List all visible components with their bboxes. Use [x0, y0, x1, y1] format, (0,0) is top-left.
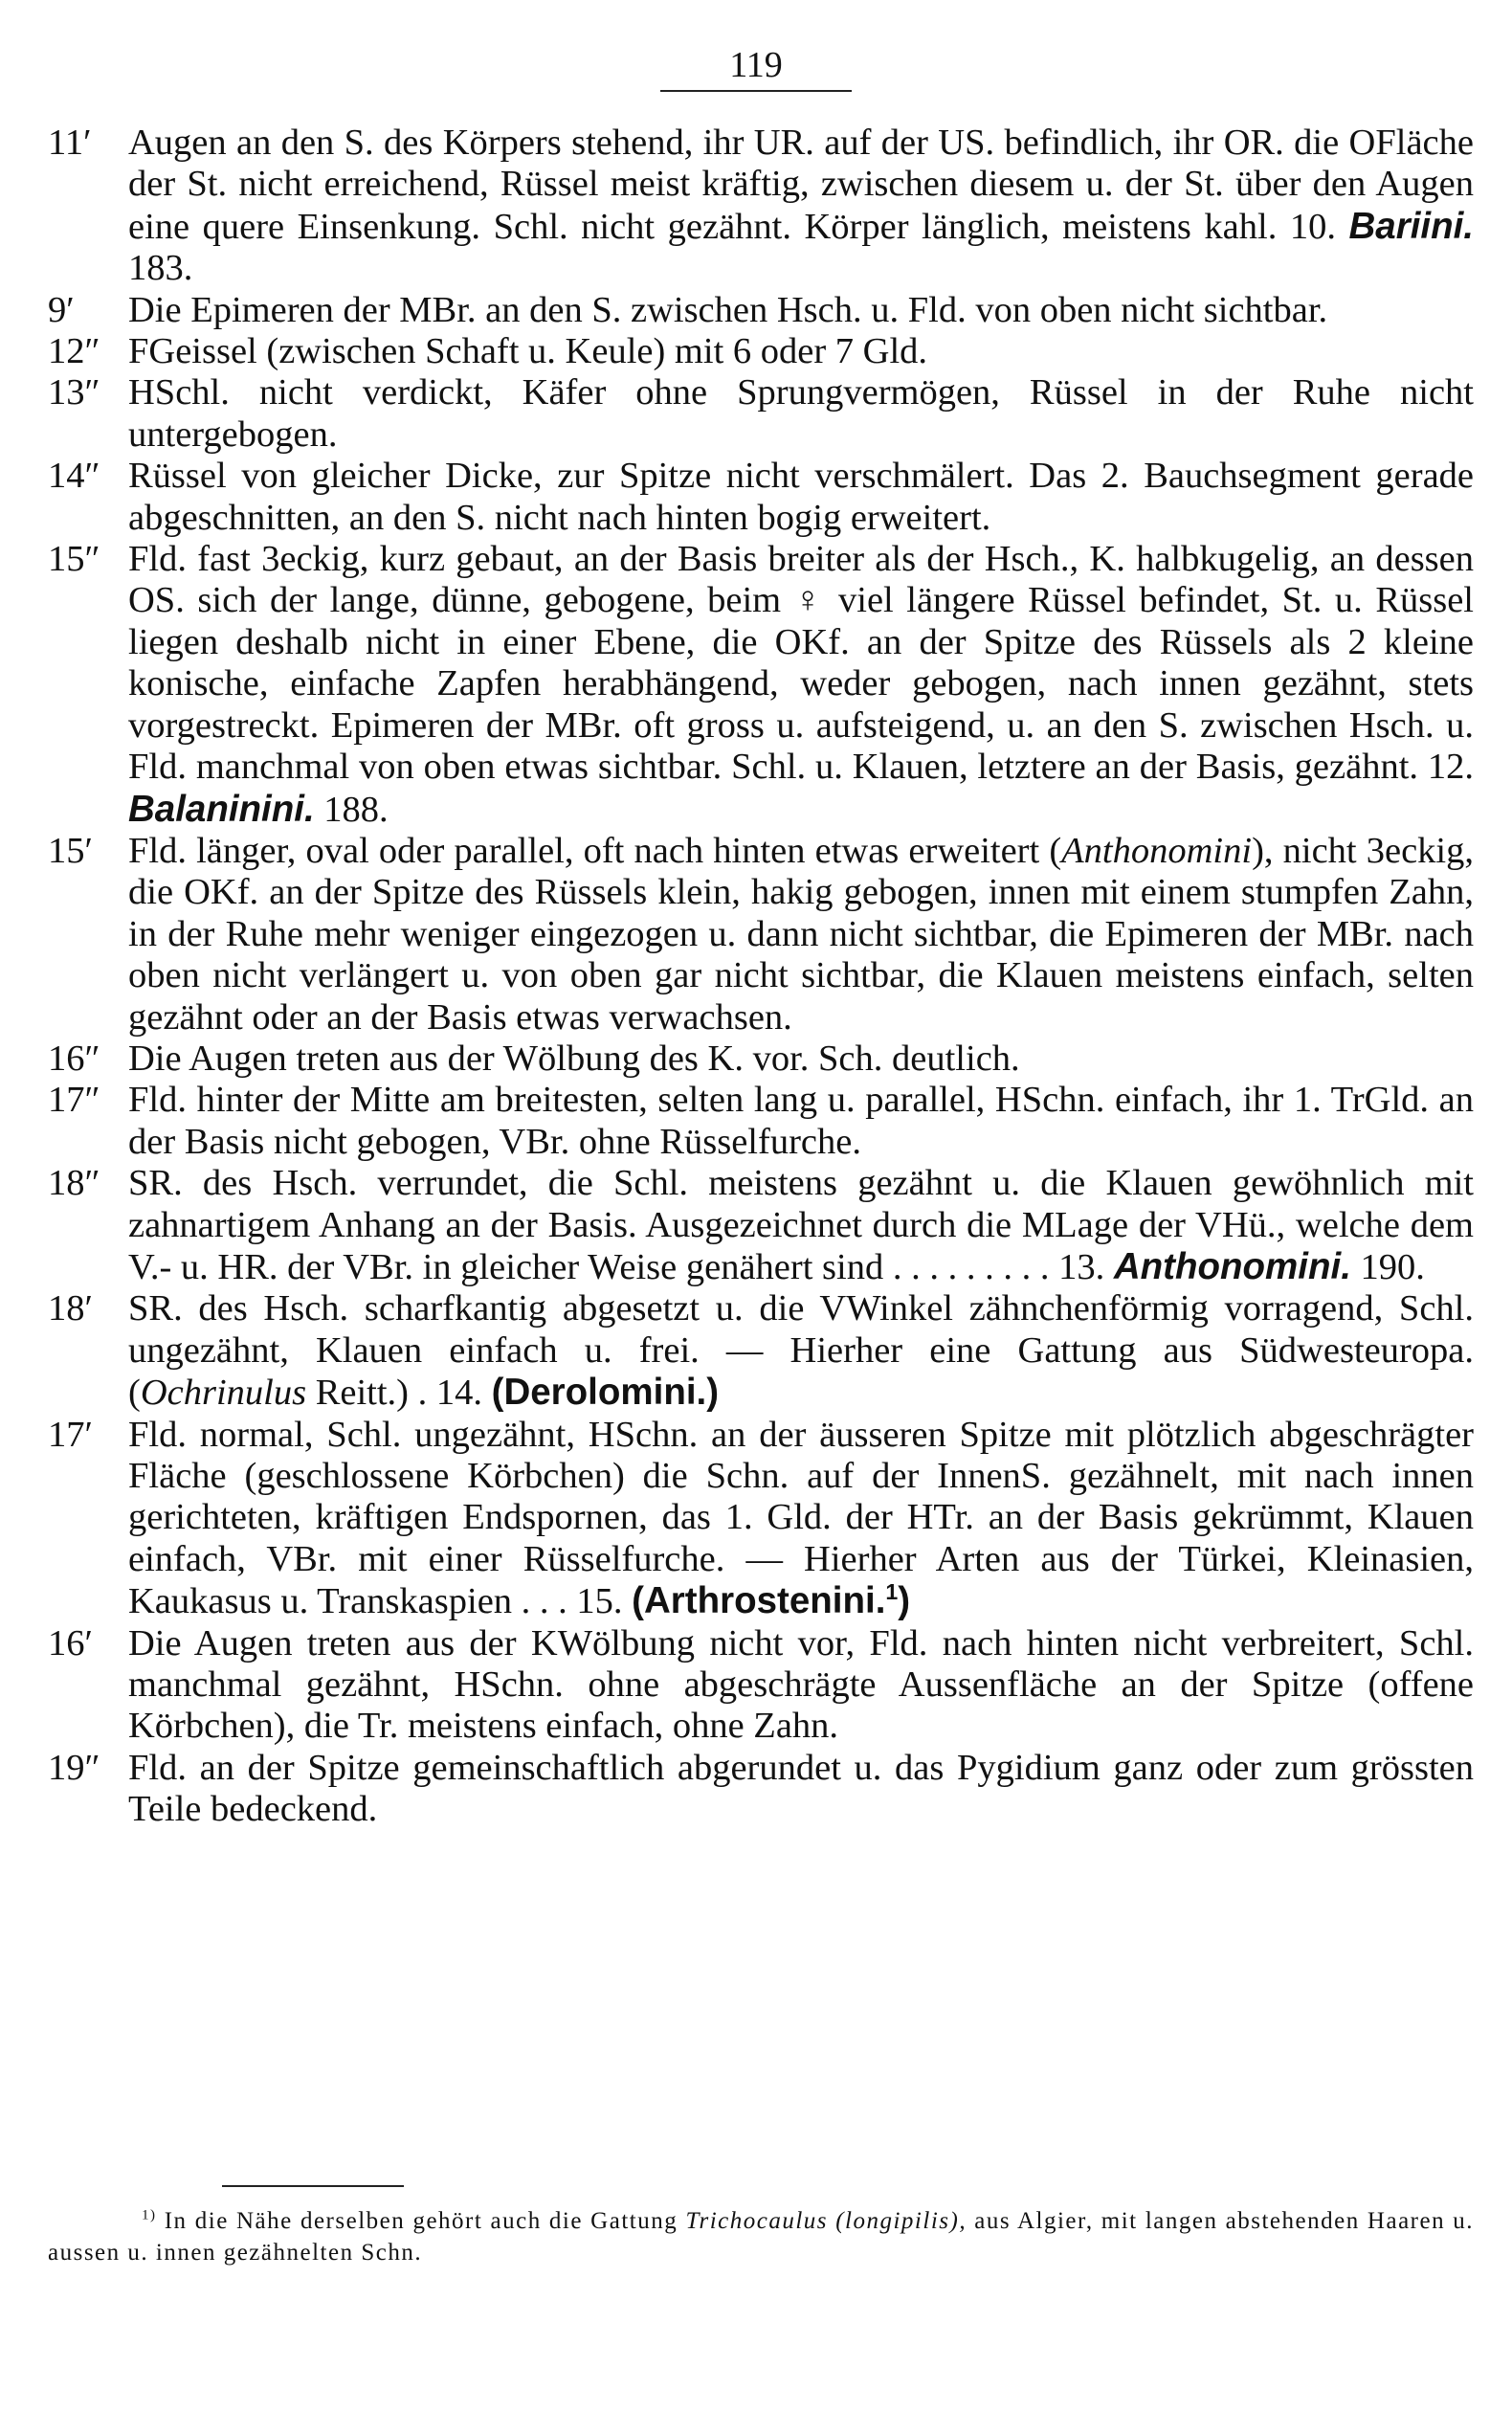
- couplet-key: 9′: [48, 289, 75, 330]
- couplet-key: 15″: [48, 539, 100, 580]
- entry-text: SR. des Hsch. verrundet, die Schl. meistens gezähnt u. die Klauen gewöhnlich mit zahnartigem Anhang an der Basis. Ausgezeichnet durch die MLage der VHü., welche dem V.- u. HR. der VBr. in gleicher Weise genähert sind: [128, 1163, 1474, 1287]
- footnote-reference: 1: [885, 1579, 899, 1605]
- tribe-close: ): [898, 1580, 911, 1622]
- couplet-key: 18′: [48, 1288, 93, 1329]
- key-entry-9p: [48, 290, 1474, 331]
- footnote-text: In die Nähe derselben gehört auch die Gattung: [164, 2208, 678, 2234]
- couplet-key: 15′: [48, 830, 93, 871]
- key-entry-11p: [48, 123, 1474, 290]
- header-rule: [660, 90, 852, 92]
- footnote-genus: Trichocaulus (longipilis),: [685, 2208, 967, 2234]
- tribe-name: Anthonomini.: [1113, 1245, 1351, 1287]
- key-entry-16p: [48, 1623, 1474, 1748]
- entry-text: Fld. fast 3eckig, kurz gebaut, an der Basis breiter als der Hsch., K. halbkugelig, an dessen OS. sich der lange, dünne, gebogene, beim ♀ viel längere Rüssel befindet, St. u. Rüssel liegen deshalb nicht in einer Ebene, die OKf. an der Spitze des Rüssels als 2 kleine konische, einfache Zapfen herabhängend, weder gebogen, nach innen gezähnt, stets vorgestreckt. Epimeren der MBr. oft gross u. aufsteigend, u. an den S. zwischen Hsch. u. Fld. manchmal von oben etwas sichtbar. Schl. u. Klauen, letztere an der Basis, gezähnt.: [128, 539, 1474, 788]
- tribe-number: 14.: [435, 1373, 483, 1414]
- tribe-number: 12.: [1427, 747, 1474, 788]
- tribe-page: 188.: [323, 789, 389, 830]
- couplet-key: 17′: [48, 1414, 93, 1455]
- tribe-number: 15.: [576, 1581, 623, 1622]
- footnote-text-continued: aus Algier, mit langen abstehenden Haaren u. aussen u. innen gezähnelten Schn.: [48, 2208, 1475, 2266]
- entry-text: Die Augen treten aus der KWölbung nicht vor, Fld. nach hinten nicht verbreitert, Schl. manchmal gezähnt, HSchn. ohne abgeschrägte Aussenfläche an der Spitze (offene Körbchen), die Tr. meistens einfach, ohne Zahn.: [128, 1622, 1474, 1747]
- key-entry-17p: [48, 1415, 1474, 1623]
- couplet-key: 13″: [48, 372, 100, 413]
- key-entry-14pp: [48, 456, 1474, 539]
- entry-text: Fld. an der Spitze gemeinschaftlich abgerundet u. das Pygidium ganz oder zum grössten Teile bedeckend.: [128, 1747, 1474, 1830]
- page-number: 119: [729, 45, 783, 85]
- couplet-key: 16′: [48, 1622, 93, 1664]
- entry-text: HSchl. nicht verdickt, Käfer ohne Sprungvermögen, Rüssel in der Ruhe nicht untergebogen.: [128, 372, 1474, 455]
- key-entries: [48, 123, 1474, 1831]
- couplet-key: 19″: [48, 1747, 100, 1788]
- footnote-rule: [222, 2185, 404, 2187]
- tribe-name: Balaninini.: [128, 788, 315, 830]
- tribe-page: 183.: [128, 248, 193, 289]
- tribe-name: Bariini.: [1348, 205, 1475, 247]
- italic-tribe-reference: Anthonomini: [1061, 830, 1253, 871]
- key-entry-15pp: [48, 539, 1474, 831]
- key-entry-16pp: [48, 1038, 1474, 1080]
- tribe-name: (Arthrostenini.: [632, 1580, 886, 1622]
- entry-text: Fld. länger, oval oder parallel, oft nach hinten etwas erweitert (: [128, 830, 1062, 871]
- genus-name: Ochrinulus: [140, 1373, 307, 1414]
- key-entry-18p: [48, 1288, 1474, 1414]
- entry-text: SR. des Hsch. scharfkantig abgesetzt u. die VWinkel zähnchenförmig vorragend, Schl. ungezähnt, Klauen einfach u. frei. — Hierher eine Gattung aus Südwesteuropa. (: [128, 1288, 1474, 1414]
- entry-text: FGeissel (zwischen Schaft u. Keule) mit 6 oder 7 Gld.: [128, 331, 928, 372]
- dot-leader: . . . . . . . . .: [892, 1246, 1050, 1287]
- couplet-key: 17″: [48, 1080, 100, 1121]
- key-entry-12pp: [48, 331, 1474, 372]
- key-entry-13pp: [48, 372, 1474, 456]
- entry-text-continued: ), nicht 3eckig, die OKf. an der Spitze des Rüssels klein, hakig gebogen, innen mit einem stumpfen Zahn, in der Ruhe mehr weniger eingezogen u. dann nicht sichtbar, die Epimeren der MBr. nach oben nicht verlängert u. von oben gar nicht sichtbar, die Klauen meistens einfach, selten gezähnt oder an der Basis etwas verwachsen.: [128, 830, 1474, 1038]
- footnote-mark: 1): [142, 2207, 157, 2223]
- entry-text-continued: Reitt.) .: [306, 1373, 428, 1414]
- key-entry-17pp: [48, 1080, 1474, 1163]
- entry-text: Fld. normal, Schl. ungezähnt, HSchn. an der äusseren Spitze mit plötzlich abgeschrägter Fläche (geschlossene Körbchen) die Schn. auf der InnenS. gezähnelt, mit nach innen gerichteten, kräftigen Endspornen, das 1. Gld. der HTr. an der Basis gekrümmt, Klauen einfach, VBr. mit einer Rüsselfurche. — Hierher Arten aus der Türkei, Kleinasien, Kaukasus u. Transkaspien: [128, 1414, 1474, 1622]
- couplet-key: 12″: [48, 331, 100, 372]
- tribe-number: 13.: [1058, 1246, 1105, 1287]
- footnote: [48, 2205, 1474, 2268]
- tribe-page: 190.: [1360, 1246, 1425, 1287]
- entry-text: Fld. hinter der Mitte am breitesten, selten lang u. parallel, HSchn. einfach, ihr 1. TrGld. an der Basis nicht gebogen, VBr. ohne Rüsselfurche.: [128, 1080, 1474, 1162]
- couplet-key: 11′: [48, 123, 92, 163]
- key-entry-18pp: [48, 1163, 1474, 1288]
- tribe-number: 10.: [1289, 206, 1336, 247]
- couplet-key: 14″: [48, 456, 100, 497]
- entry-text: Augen an den S. des Körpers stehend, ihr UR. auf der US. befindlich, ihr OR. die OFläche der St. nicht erreichend, Rüssel meist kräftig, zwischen diesem u. der St. über den Augen eine quere Einsenkung. Schl. nicht gezähnt. Körper länglich, meistens kahl.: [128, 123, 1474, 247]
- entry-text: Die Augen treten aus der Wölbung des K. vor. Sch. deutlich.: [128, 1038, 1020, 1079]
- couplet-key: 18″: [48, 1163, 100, 1204]
- key-entry-19pp: [48, 1748, 1474, 1831]
- entry-text: Rüssel von gleicher Dicke, zur Spitze nicht verschmälert. Das 2. Bauchsegment gerade abgeschnitten, an den S. nicht nach hinten bogig erweitert.: [128, 456, 1474, 538]
- couplet-key: 16″: [48, 1038, 100, 1079]
- key-entry-15p: [48, 831, 1474, 1038]
- entry-text: Die Epimeren der MBr. an den S. zwischen Hsch. u. Fld. von oben nicht sichtbar.: [128, 289, 1328, 330]
- tribe-name: (Derolomini.): [491, 1372, 720, 1414]
- dot-leader: . . .: [521, 1581, 567, 1622]
